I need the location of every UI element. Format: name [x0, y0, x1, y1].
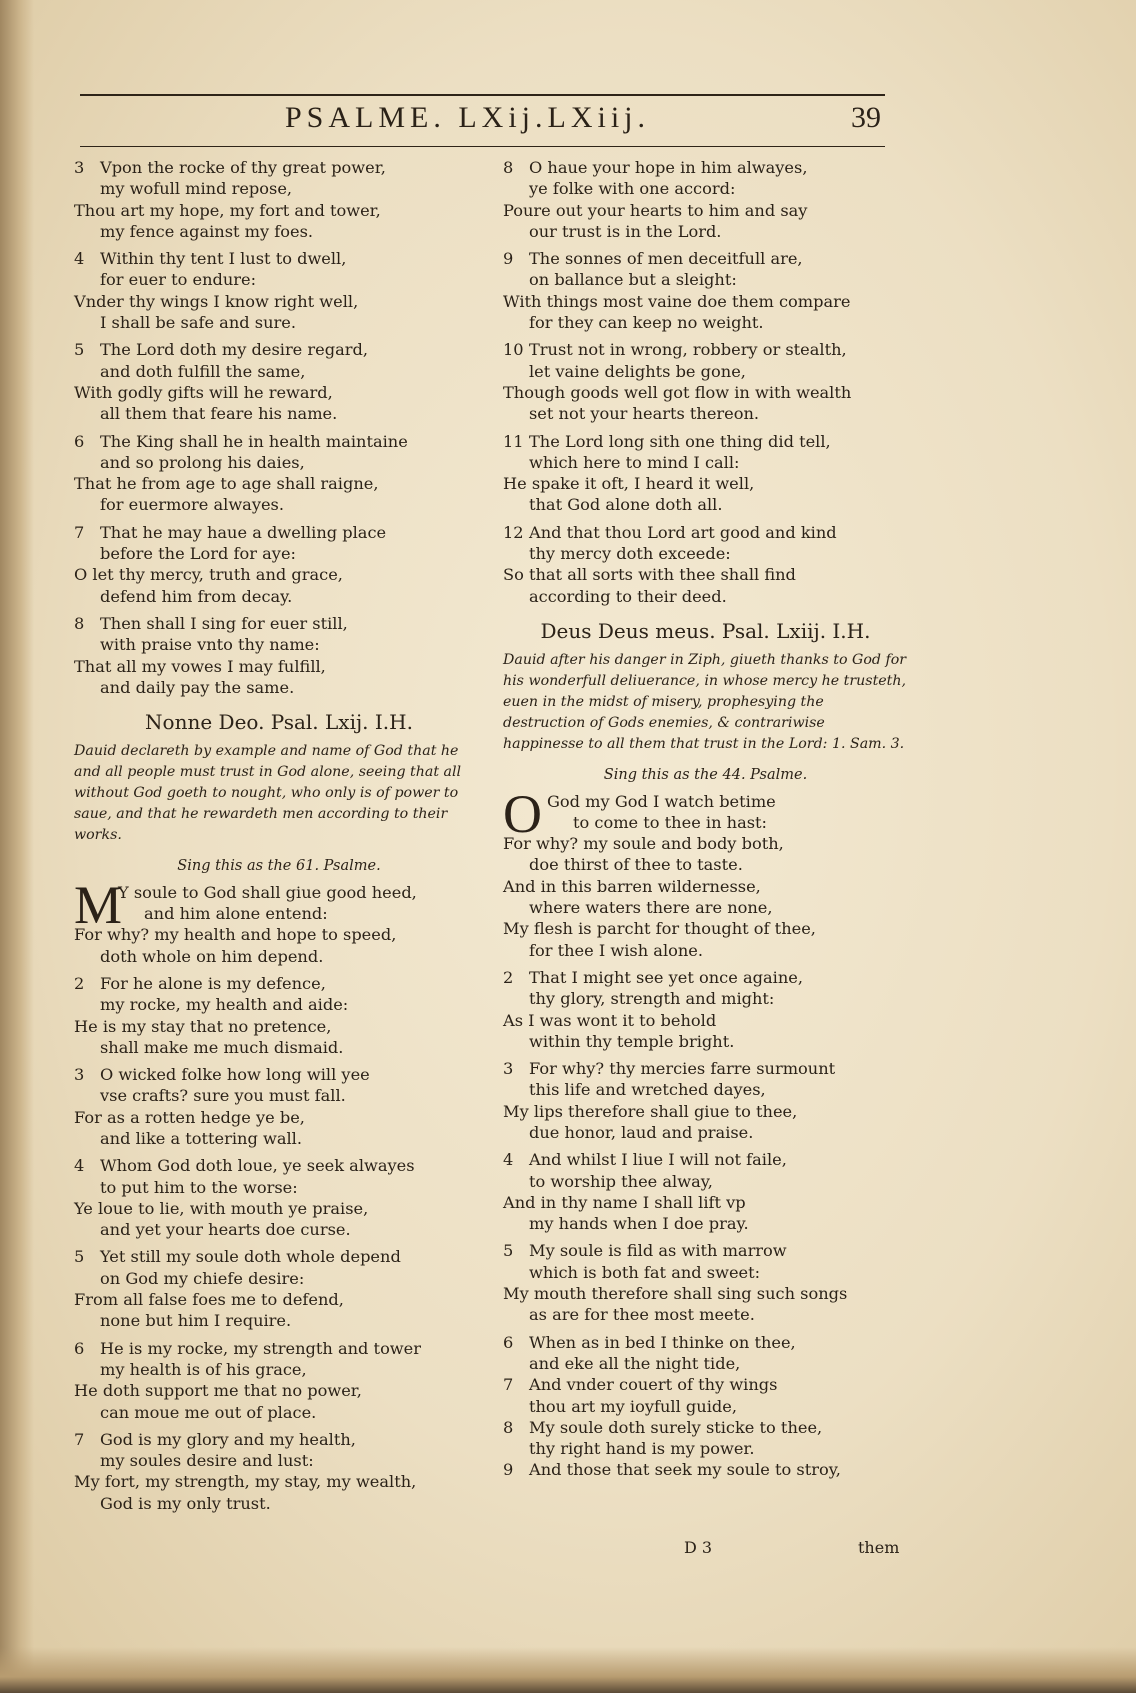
verse-line: can moue me out of place.: [100, 1402, 317, 1422]
page-left-shadow: [0, 0, 34, 1693]
verse-line: my health is of his grace,: [100, 1359, 307, 1379]
verse-line: and like a tottering wall.: [100, 1128, 302, 1148]
verse-line-text: Within thy tent I lust to dwell,: [100, 249, 347, 269]
verse-line-text: The Lord doth my desire regard,: [100, 340, 368, 360]
verse: [503, 1374, 908, 1417]
verse-line: And in this barren wildernesse,: [503, 876, 761, 896]
verse-line: [503, 1058, 908, 1079]
verse-line: our trust is in the Lord.: [529, 221, 722, 241]
verse: [503, 1332, 908, 1375]
verse-line: to come to thee in hast:: [573, 812, 768, 832]
verse-number: 3: [74, 158, 85, 177]
verse-line: From all false foes me to defend,: [74, 1290, 344, 1310]
verse-line: He is my stay that no pretence,: [74, 1016, 332, 1036]
psalm63-verses: [503, 967, 908, 1326]
verse: [74, 339, 484, 424]
verse: [503, 248, 908, 333]
verse-line: He spake it oft, I heard it well,: [503, 474, 755, 494]
verse-line: to worship thee alway,: [529, 1171, 713, 1191]
verse-line-text: And whilst I liue I will not faile,: [529, 1150, 787, 1170]
verse-line-text: He is my rocke, my strength and tower: [100, 1338, 421, 1358]
verse: [74, 522, 484, 607]
verse-line: due honor, laud and praise.: [529, 1122, 754, 1142]
verse-line: [503, 1417, 908, 1438]
verse-line: [503, 431, 908, 452]
verse-line: vse crafts? sure you must fall.: [100, 1086, 346, 1106]
verse-line-text: Whom God doth loue, ye seek alwayes: [100, 1156, 415, 1176]
verse-line: ye folke with one accord:: [529, 179, 736, 199]
verse-line-text: And vnder couert of thy wings: [529, 1375, 778, 1395]
psalm63-tune: Sing this as the 44. Psalme.: [603, 767, 808, 784]
verse-line: He doth support me that no power,: [74, 1381, 362, 1401]
verse-line: thy mercy doth exceede:: [529, 544, 731, 564]
verse-line: for thee I wish alone.: [529, 940, 704, 960]
verse-line: and so prolong his daies,: [100, 452, 305, 472]
verse-line: thy right hand is my power.: [529, 1439, 755, 1459]
verse: [503, 1058, 908, 1143]
verse-line: that God alone doth all.: [529, 495, 723, 515]
verse-number: 9: [503, 249, 514, 269]
verse-line-text: Trust not in wrong, robbery or stealth,: [529, 340, 847, 360]
verse-number: 12: [503, 522, 524, 542]
verse-line: God my God I watch betime: [547, 791, 776, 811]
psalm62-verses: [74, 973, 484, 1514]
verse-line: [503, 339, 908, 360]
psalm62-dropcap: M: [74, 874, 123, 935]
verse-line: [74, 339, 484, 360]
verse-line: which here to mind I call:: [529, 452, 740, 472]
verse-line: That he from age to age shall raigne,: [74, 474, 379, 494]
verse-number: 7: [503, 1375, 514, 1395]
psalm62-tune: Sing this as the 61. Psalme.: [177, 858, 381, 875]
catchword: them: [858, 1538, 900, 1557]
verse-line: I shall be safe and sure.: [100, 313, 296, 333]
verse-number: 11: [503, 431, 524, 451]
verse: [503, 1417, 908, 1460]
verse-line: my hands when I doe pray.: [529, 1214, 749, 1234]
verse-line: [74, 1338, 484, 1359]
running-title: PSALME. LXij.LXiij.: [285, 101, 651, 134]
verse-line: For why? my soule and body both,: [503, 834, 784, 854]
verse-line: [503, 1374, 908, 1395]
verse-line-text: Vpon the rocke of thy great power,: [100, 158, 386, 177]
verse-line: Ye loue to lie, with mouth ye praise,: [74, 1198, 369, 1218]
verse: [503, 431, 908, 516]
verse-line: [503, 1459, 908, 1480]
verse-line: That all my vowes I may fulfill,: [74, 656, 326, 676]
verse-line: before the Lord for aye:: [100, 544, 296, 564]
verse-number: 5: [74, 1247, 85, 1267]
verse-line: [74, 1064, 484, 1085]
verse-line: [74, 431, 484, 452]
verse: [74, 248, 484, 333]
verse-line: and daily pay the same.: [100, 677, 295, 697]
verse-line-text: For he alone is my defence,: [100, 973, 326, 993]
verse: [74, 973, 484, 1058]
verse-line: [503, 157, 908, 178]
verse-number: 8: [74, 613, 85, 633]
verse-line-text: Then shall I sing for euer still,: [100, 613, 348, 633]
verse-line: thou art my ioyfull guide,: [529, 1396, 737, 1416]
verse-line: Poure out your hearts to him and say: [503, 200, 808, 220]
verse-number: 6: [503, 1332, 514, 1352]
verse-line-text: God is my glory and my health,: [100, 1429, 356, 1449]
verse: [503, 967, 908, 1052]
verse-line: my wofull mind repose,: [100, 179, 293, 199]
psalm63-verse-1: [503, 783, 908, 961]
verse: [74, 613, 484, 698]
verse-line: [503, 248, 908, 269]
verse-number: 7: [74, 1429, 85, 1449]
verse-line: within thy temple bright.: [529, 1031, 735, 1051]
verse-line: [74, 157, 484, 178]
verse-line: With godly gifts will he reward,: [74, 382, 333, 402]
right-column: [503, 157, 908, 1481]
verse-line: Vnder thy wings I know right well,: [74, 291, 359, 311]
psalm62-verse-1: [74, 874, 484, 967]
psalm61-verses: [74, 157, 484, 698]
verse-number: 5: [503, 1241, 514, 1261]
verse-line: my rocke, my health and aide:: [100, 995, 349, 1015]
verse-line: shall make me much dismaid.: [100, 1037, 344, 1057]
verse-line: [74, 1155, 484, 1176]
verse-line: where waters there are none,: [529, 898, 773, 918]
verse-line: [74, 613, 484, 634]
verse-number: 7: [74, 522, 85, 542]
verse: [503, 157, 908, 242]
psalm63-verses-continued: [503, 1332, 908, 1481]
running-header: [80, 101, 885, 141]
verse-line: Though goods well got flow in with wealth: [503, 382, 852, 402]
verse-line-text: O wicked folke how long will yee: [100, 1065, 370, 1085]
verse-line: my soules desire and lust:: [100, 1451, 314, 1471]
verse-line: and doth fulfill the same,: [100, 361, 306, 381]
verse-line-text: O haue your hope in him alwayes,: [529, 158, 808, 177]
verse-number: 4: [74, 1156, 85, 1176]
page-bottom-shadow: [0, 1647, 1136, 1693]
verse-number: 2: [503, 967, 514, 987]
verse-line: [503, 1240, 908, 1261]
verse: [74, 1064, 484, 1149]
verse-line-text: My soule doth surely sticke to thee,: [529, 1417, 823, 1437]
verse: [74, 431, 484, 516]
verse: [74, 1429, 484, 1514]
verse-number: 10: [503, 340, 524, 360]
verse-number: 5: [74, 340, 85, 360]
verse-line-text: Yet still my soule doth whole depend: [100, 1247, 401, 1267]
psalm62-continued-verses: [503, 157, 908, 607]
verse-line: and eke all the night tide,: [529, 1353, 741, 1373]
verse: [503, 522, 908, 607]
verse-line: [503, 1149, 908, 1170]
verse-line: for they can keep no weight.: [529, 313, 764, 333]
verse: [503, 1240, 908, 1325]
verse-line: and yet your hearts doe curse.: [100, 1220, 351, 1240]
verse-line: doth whole on him depend.: [100, 946, 324, 966]
verse-line: Y soule to God shall giue good heed,: [118, 882, 417, 902]
verse-line-text: And those that seek my soule to stroy,: [529, 1460, 841, 1480]
verse-number: 8: [503, 1417, 514, 1437]
verse-line: none but him I require.: [100, 1311, 292, 1331]
verse-line: according to their deed.: [529, 586, 727, 606]
verse: [503, 1459, 908, 1480]
verse: [74, 1155, 484, 1240]
psalm63-dropcap: O: [503, 783, 542, 844]
verse-line: defend him from decay.: [100, 586, 293, 606]
verse-line-text: The King shall he in health maintaine: [100, 431, 408, 451]
left-column: [74, 157, 484, 1520]
psalm63-argument: Dauid after his danger in Ziph, giueth thanks to God for his wonderfull deliuerance, in whose mercy he trusteth, euen in the midst of misery, prophesying the destruction of Gods enemies, & contrariwise happinesse to all them that trust in the Lord: 1. Sam. 3.: [503, 652, 907, 753]
verse-line: let vaine delights be gone,: [529, 361, 746, 381]
psalm62-argument: Dauid declareth by example and name of God that he and all people must trust in God alone, seeing that all without God goeth to nought, who only is of power to saue, and that he rewardeth men according to their works.: [74, 743, 462, 844]
verse-line: all them that feare his name.: [100, 404, 338, 424]
verse-line: With things most vaine doe them compare: [503, 291, 851, 311]
psalm62-title: Nonne Deo. Psal. Lxij. I.H.: [145, 710, 413, 735]
verse-line-text: And that thou Lord art good and kind: [529, 522, 837, 542]
verse-line: set not your hearts thereon.: [529, 404, 760, 424]
verse: [503, 1149, 908, 1234]
verse-line: [503, 967, 908, 988]
verse-line-text: The sonnes of men deceitfull are,: [529, 249, 803, 269]
verse-line: [74, 1429, 484, 1450]
verse-line: to put him to the worse:: [100, 1177, 298, 1197]
verse-line: O let thy mercy, truth and grace,: [74, 565, 343, 585]
verse-line: for euer to endure:: [100, 270, 257, 290]
verse-line-text: My soule is fild as with marrow: [529, 1241, 787, 1261]
verse-line: My mouth therefore shall sing such songs: [503, 1284, 848, 1304]
verse-line: for euermore alwayes.: [100, 495, 285, 515]
page-number: 39: [851, 101, 881, 134]
verse-line: doe thirst of thee to taste.: [529, 855, 743, 875]
verse: [503, 339, 908, 424]
verse-number: 9: [503, 1460, 514, 1480]
verse-line: [74, 248, 484, 269]
verse-line: For why? my health and hope to speed,: [74, 925, 397, 945]
verse-line: My lips therefore shall giue to thee,: [503, 1101, 798, 1121]
verse-number: 6: [74, 1338, 85, 1358]
verse-line: and him alone entend:: [144, 904, 328, 924]
header-rule-top: [80, 94, 885, 96]
verse: [74, 157, 484, 242]
verse-number: 3: [74, 1065, 85, 1085]
psalm63-title: Deus Deus meus. Psal. Lxiij. I.H.: [540, 618, 871, 643]
verse-line: which is both fat and sweet:: [529, 1262, 761, 1282]
verse-number: 2: [74, 973, 85, 993]
verse-line: My flesh is parcht for thought of thee,: [503, 919, 816, 939]
verse: [74, 1246, 484, 1331]
header-rule-bottom: [80, 146, 885, 147]
verse-line: And in thy name I shall lift vp: [503, 1192, 746, 1212]
verse: [74, 1338, 484, 1423]
verse-line: [74, 522, 484, 543]
verse-line-text: That he may haue a dwelling place: [100, 522, 387, 542]
verse-line-text: The Lord long sith one thing did tell,: [529, 431, 831, 451]
verse-line: [74, 1246, 484, 1267]
verse-number: 8: [503, 158, 514, 177]
verse-line: [74, 973, 484, 994]
verse-line: So that all sorts with thee shall find: [503, 565, 796, 585]
verse-line: with praise vnto thy name:: [100, 635, 320, 655]
verse-line: on God my chiefe desire:: [100, 1268, 305, 1288]
verse-number: 6: [74, 431, 85, 451]
verse-line: as are for thee most meete.: [529, 1305, 755, 1325]
verse-line-text: For why? thy mercies farre surmount: [529, 1059, 836, 1079]
verse-line: thy glory, strength and might:: [529, 989, 775, 1009]
verse-line: my fence against my foes.: [100, 221, 314, 241]
verse-line: My fort, my strength, my stay, my wealth,: [74, 1472, 417, 1492]
verse-line: Thou art my hope, my fort and tower,: [74, 200, 381, 220]
verse-line: For as a rotten hedge ye be,: [74, 1107, 305, 1127]
verse-line-text: When as in bed I thinke on thee,: [529, 1332, 796, 1352]
verse-line: God is my only trust.: [100, 1493, 271, 1513]
verse-line: As I was wont it to behold: [503, 1010, 717, 1030]
verse-line-text: That I might see yet once againe,: [529, 967, 803, 987]
verse-line: [503, 1332, 908, 1353]
verse-line: this life and wretched dayes,: [529, 1080, 766, 1100]
verse-line: [503, 522, 908, 543]
verse-number: 4: [503, 1150, 514, 1170]
verse-number: 4: [74, 249, 85, 269]
verse-number: 3: [503, 1059, 514, 1079]
signature-mark: D 3: [684, 1538, 713, 1557]
verse-line: on ballance but a sleight:: [529, 270, 737, 290]
